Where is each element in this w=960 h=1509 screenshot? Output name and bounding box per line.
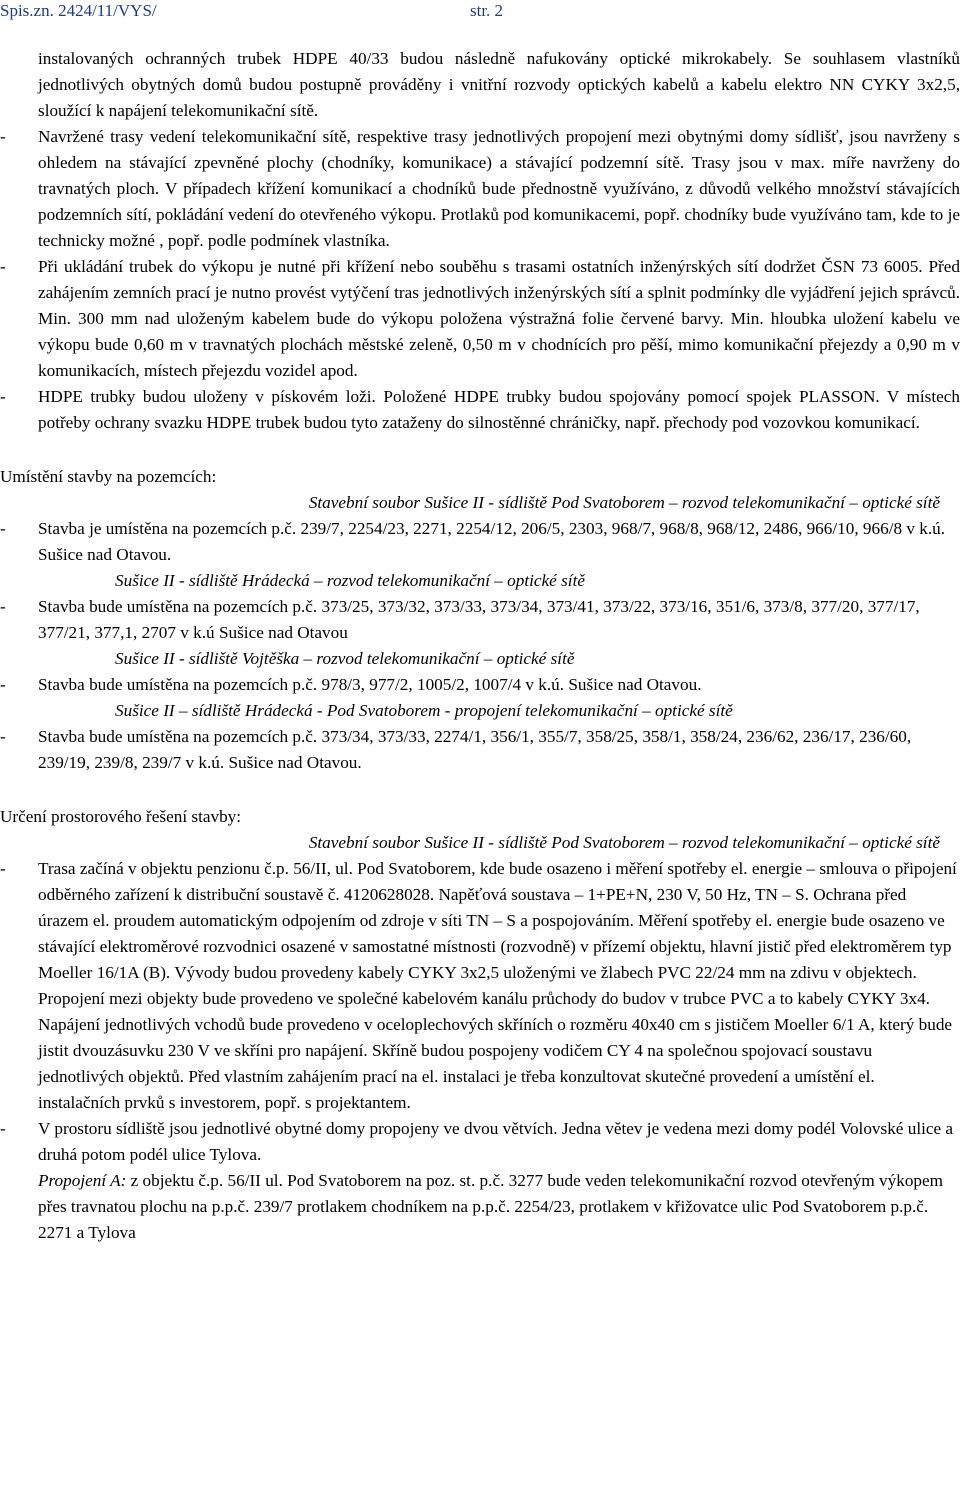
- placement-item-3: [0, 672, 960, 698]
- placement-item-4: [0, 724, 960, 776]
- file-reference: Spis.zn. 2424/11/VYS/: [0, 1, 157, 20]
- placement-item-2: [0, 594, 960, 646]
- propojeni-a-text: z objektu č.p. 56/II ul. Pod Svatoborem na poz. st. p.č. 3277 bude veden telekomunikační rozvod otevřeným výkopem přes travnatou plochu na p.p.č. 239/7 protlakem chodníkem na p.p.č. 2254/23, protlakem v křižovatce ulic Pod Svatoborem p.p.č. 2271 a Tylova: [38, 1171, 944, 1242]
- placement-item-4-text: Stavba bude umístěna na pozemcích p.č. 373/34, 373/33, 2274/1, 356/1, 355/7, 358/25, 358/1, 358/24, 236/62, 236/17, 236/60, 239/19, 239/8, 239/7 v k.ú. Sušice nad Otavou.: [38, 727, 912, 772]
- spatial-heading: Určení prostorového řešení stavby:: [0, 807, 242, 826]
- propojeni-a-label: Propojení A:: [38, 1171, 127, 1190]
- bullet-trenching-text: Při ukládání trubek do výkopu je nutné při křížení nebo souběhu s trasami ostatních inženýrských sítí dodržet ČSN 73 6005. Před zahájením zemních prací je nutno provést vytýčení tras jednotlivých inženýrských sítí a splnit podmínky dle vyjádření jejich správců. Min. 300 mm nad uloženým kabelem bude do výkopu položena výstražná folie červené barvy. Min. hloubka uložení kabelu ve výkopu bude 0,60 m v travnatých plochách městské zeleně, 0,50 m v chodnících pro pěší, mimo komunikační přejezdy a 0,90 m v komunikacích, místech přejezdu vozidel apod.: [38, 257, 960, 380]
- page-header: [0, 0, 960, 24]
- placement-item-1: [0, 516, 960, 568]
- dash-marker: -: [0, 675, 6, 694]
- placement-item-2-text: Stavba bude umístěna na pozemcích p.č. 373/25, 373/32, 373/33, 373/34, 373/41, 373/22, 373/16, 351/6, 373/8, 377/20, 377/17, 377/21, 377,1, 2707 v k.ú Sušice nad Otavou: [38, 597, 920, 642]
- bullet-trenching: [0, 254, 960, 384]
- dash-marker: -: [0, 387, 6, 406]
- propojeni-a: [0, 1168, 960, 1246]
- bullet-hdpe: [0, 384, 960, 436]
- bullet-hdpe-text: HDPE trubky budou uloženy v pískovém loži. Položené HDPE trubky budou spojovány pomocí spojek PLASSON. V místech potřeby ochrany svazku HDPE trubek budou tyto zataženy do silnostěnné chráničky, např. přechody pod vozovkou komunikací.: [38, 387, 960, 432]
- dash-marker: -: [0, 127, 6, 146]
- dash-marker: -: [0, 519, 6, 538]
- spatial-bullet-2: [0, 1116, 960, 1168]
- spatial-title: Stavební soubor Sušice II - sídliště Pod Svatoborem – rozvod telekomunikační – optické sítě: [308, 833, 940, 852]
- bullet-routes: [0, 124, 960, 254]
- spatial-bullet-1-text: Trasa začíná v objektu penzionu č.p. 56/II, ul. Pod Svatoborem, kde bude osazeno i měření spotřeby el. energie – smlouva o připojení odběrného zařízení k distribuční soustavě č. 4120628028. Napěťová soustava – 1+PE+N, 230 V, 50 Hz, TN – S. Ochrana před úrazem el. proudem automatickým odpojením od zdroje v síti TN – S a pospojováním. Měření spotřeby el. energie bude osazeno ve stávající elektroměrové rozvodnici osazené v samostatné místnosti (rozvodně) v přízemí objektu, hlavní jistič před elektroměrem typ Moeller 16/1A (B). Vývody budou provedeny kabely CYKY 3x2,5 uloženými ve žlabech PVC 22/24 mm na zdivu v objektech. Propojení mezi objekty bude provedeno ve společné kabelovém kanálu průchody do budov v trubce PVC a to kabely CYKY 3x4. Napájení jednotlivých vchodů bude provedeno v oceloplechových skříních o rozměru 40x40 cm s jističem Moeller 6/1 A, který bude jistit dvouzásuvku 230 V ve skříni pro napájení. Skříně budou pospojeny vodičem CY 4 na společnou spojovací soustavu jednotlivých objektů. Před vlastním zahájením prací na el. instalaci je třeba konzultovat skutečné provedení a umístění el. instalačních prvků s investorem, popř. s projektantem.: [38, 859, 957, 1112]
- intro-paragraph: instalovaných ochranných trubek HDPE 40/33 budou následně nafukovány optické mikrokabely. Se souhlasem vlastníků jednotlivých obytných domů budou postupně prováděny i vnitřní rozvody optických kabelů a kabelu elektro NN CYKY 3x2,5, sloužící k napájení telekomunikační sítě.: [38, 49, 960, 120]
- bullet-routes-text: Navržené trasy vedení telekomunikační sítě, respektive trasy jednotlivých propojení mezi obytnými domy sídlišť, jsou navrženy s ohledem na stávající zpevněné plochy (chodníky, komunikace) a stávající podzemní sítě. Trasy jsou v max. míře navrženy do travnatých ploch. V případech křížení komunikací a chodníků bude přednostně využíváno, z důvodů velkého množství stávajících podzemních sítí, pokládání vedení do otevřeného výkopu. Protlaků pod komunikacemi, popř. chodníky bude využíváno tam, kde to je technicky možné , popř. podle podmínek vlastníka.: [38, 127, 960, 250]
- dash-marker: -: [0, 257, 6, 276]
- placement-heading: Umístění stavby na pozemcích:: [0, 467, 217, 486]
- placement-title-4: Sušice II – sídliště Hrádecká - Pod Svatoborem - propojení telekomunikační – optické sítě: [115, 701, 733, 720]
- spatial-bullet-1: [0, 856, 960, 1116]
- dash-marker: -: [0, 1119, 6, 1138]
- dash-marker: -: [0, 859, 6, 878]
- placement-item-1-text: Stavba je umístěna na pozemcích p.č. 239/7, 2254/23, 2271, 2254/12, 206/5, 2303, 968/7, 968/8, 968/12, 2486, 966/10, 966/8 v k.ú. Sušice nad Otavou.: [38, 519, 946, 564]
- placement-item-3-text: Stavba bude umístěna na pozemcích p.č. 978/3, 977/2, 1005/2, 1007/4 v k.ú. Sušice nad Otavou.: [38, 675, 702, 694]
- spatial-bullet-2-text: V prostoru sídliště jsou jednotlivé obytné domy propojeny ve dvou větvích. Jedna větev je vedena mezi domy podél Volovské ulice a druhá potom podél ulice Tylova.: [38, 1119, 954, 1164]
- document-body: [0, 46, 960, 1246]
- dash-marker: -: [0, 727, 6, 746]
- placement-title-2: Sušice II - sídliště Hrádecká – rozvod telekomunikační – optické sítě: [115, 571, 585, 590]
- placement-title-3: Sušice II - sídliště Vojtěška – rozvod telekomunikační – optické sítě: [115, 649, 575, 668]
- dash-marker: -: [0, 597, 6, 616]
- placement-title-1: Stavební soubor Sušice II - sídliště Pod Svatoborem – rozvod telekomunikační – optické sítě: [308, 493, 940, 512]
- page-number: str. 2: [470, 1, 504, 20]
